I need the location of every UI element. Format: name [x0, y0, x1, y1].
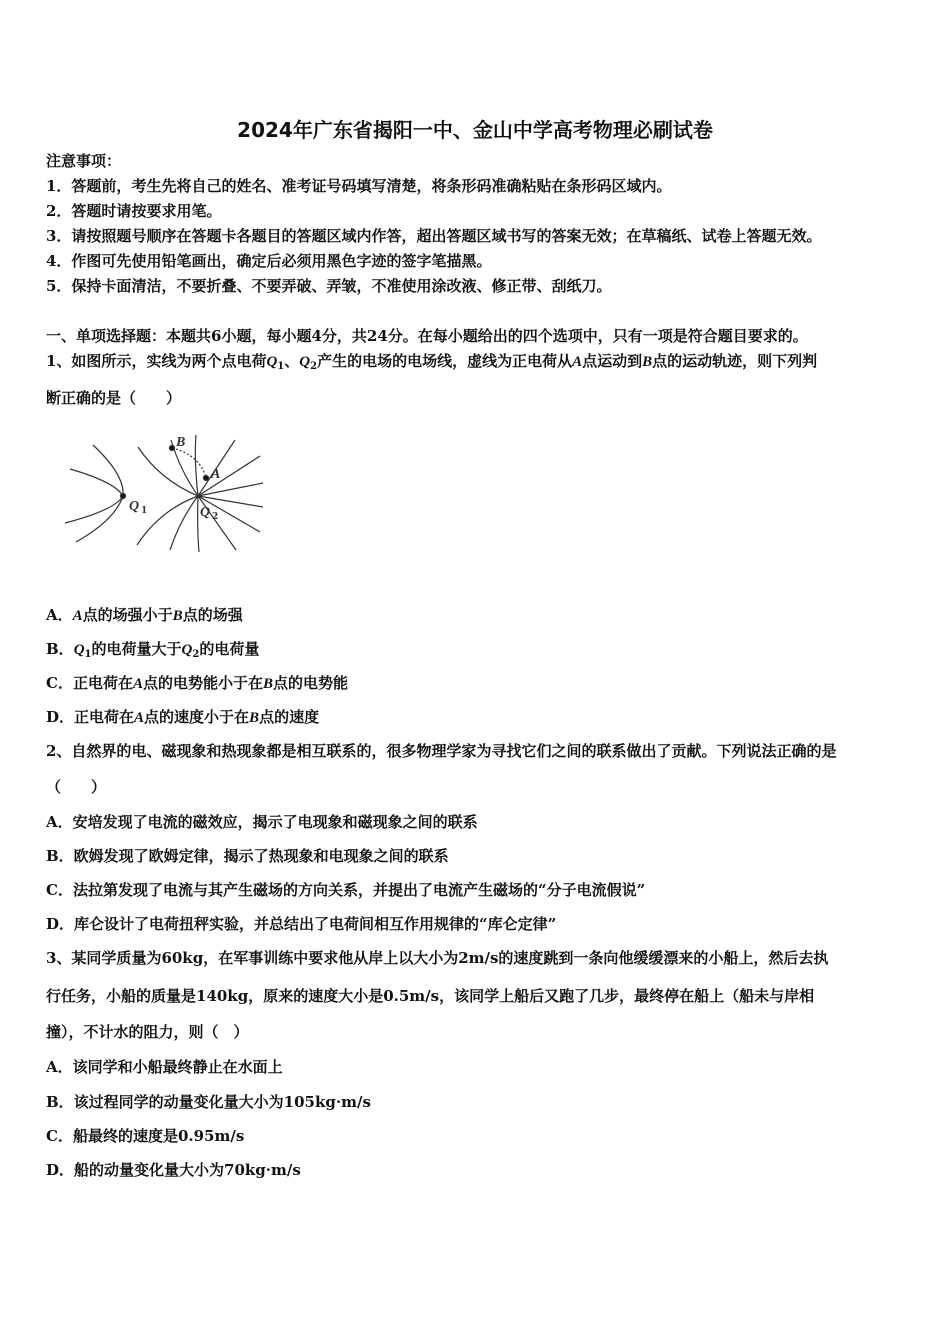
option-b: B．该过程同学的动量变化量大小为105kg·m/s: [46, 1093, 371, 1111]
option-b: B．$Q_1$的电荷量大于$Q_2$的电荷量: [46, 640, 260, 660]
option-d: D．船的动量变化量大小为70kg·m/s: [46, 1161, 301, 1179]
note-item: 3．请按照题号顺序在答题卡各题目的答题区域内作答，超出答题区域书写的答案无效；在草稿纸、试卷上答题无效。: [46, 227, 822, 245]
q2-subscript: 2: [212, 512, 219, 522]
option-a: A．该同学和小船最终静止在水面上: [46, 1058, 283, 1076]
note-item: 5．保持卡面清洁，不要折叠、不要弄破、弄皱，不准使用涂改液、修正带、刮纸刀。: [46, 277, 612, 295]
question-2-stem: 2、自然界的电、磁现象和热现象都是相互联系的，很多物理学家为寻找它们之间的联系做出了贡献。下列说法正确的是: [46, 742, 837, 760]
electric-field-diagram: [60, 420, 280, 570]
option-d: D．正电荷在A点的速度小于在B点的速度: [46, 708, 320, 726]
note-item: 2．答题时请按要求用笔。: [46, 202, 222, 220]
question-3-stem-cont: 撞），不计水的阻力，则（ ）: [46, 1023, 249, 1041]
question-1-stem: 1、如图所示，实线为两个点电荷$Q_1$、$Q_2$产生的电场的电场线，虚线为正电荷从A点运动到B点的运动轨迹，则下列判: [46, 352, 818, 372]
notes-heading: 注意事项：: [46, 152, 122, 170]
page-title: 2024年广东省揭阳一中、金山中学高考物理必刷试卷: [237, 118, 713, 142]
point-b-label: B: [176, 435, 186, 450]
question-2-stem-cont: （ ）: [46, 778, 107, 796]
note-item: 1．答题前，考生先将自己的姓名、准考证号码填写清楚，将条形码准确粘贴在条形码区域内。: [46, 177, 672, 195]
option-c: C．法拉第发现了电流与其产生磁场的方向关系，并提出了电流产生磁场的“分子电流假说”: [46, 881, 646, 899]
option-c: C．正电荷在A点的电势能小于在B点的电势能: [46, 674, 349, 692]
section-heading: 一、单项选择题：本题共6小题，每小题4分，共24分。在每小题给出的四个选项中，只有一项是符合题目要求的。: [46, 327, 808, 345]
option-b: B．欧姆发现了欧姆定律，揭示了热现象和电现象之间的联系: [46, 847, 449, 865]
option-d: D．库仑设计了电荷扭秤实验，并总结出了电荷间相互作用规律的“库仑定律”: [46, 915, 557, 933]
q1-subscript: 1: [141, 506, 148, 516]
note-item: 4．作图可先使用铅笔画出，确定后必须用黑色字迹的签字笔描黑。: [46, 252, 492, 270]
option-a: A．安培发现了电流的磁效应，揭示了电现象和磁现象之间的联系: [46, 813, 478, 831]
option-a: A．A点的场强小于B点的场强: [46, 606, 243, 624]
question-3-stem-cont: 行任务，小船的质量是140kg，原来的速度大小是0.5m/s，该同学上船后又跑了几步，最终停在船上（船未与岸相: [46, 987, 815, 1005]
point-a-label: A: [211, 467, 221, 482]
question-3-stem: 3、某同学质量为60kg，在军事训练中要求他从岸上以大小为2m/s的速度跳到一条向他缓缓漂来的小船上，然后去执: [46, 949, 829, 967]
question-1-stem-cont: 断正确的是（ ）: [46, 389, 182, 407]
option-c: C．船最终的速度是0.95m/s: [46, 1127, 245, 1145]
q2-label: Q: [200, 505, 211, 520]
q1-label: Q: [129, 499, 140, 514]
